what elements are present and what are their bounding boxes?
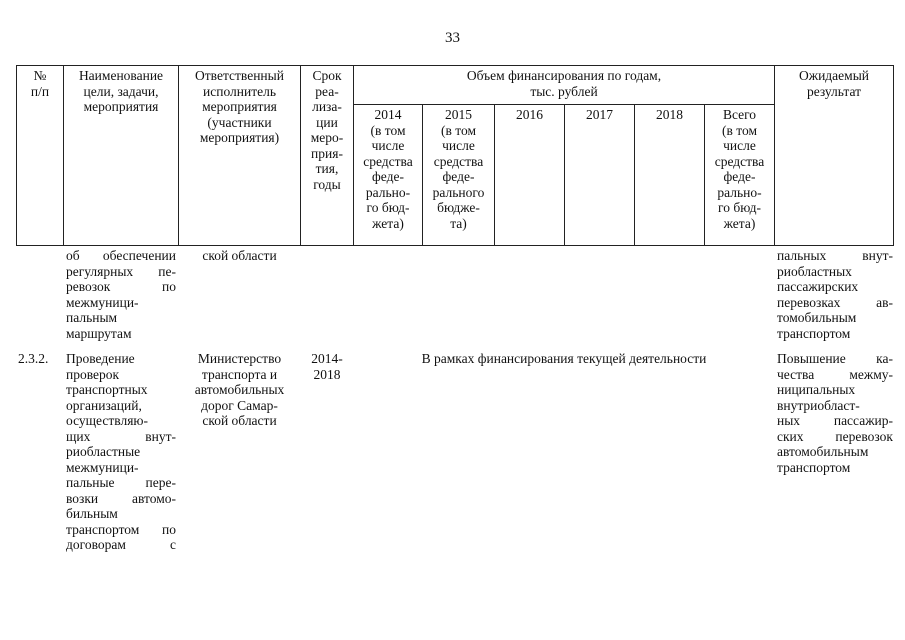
header-funding: Объем финансирования по годам, тыс. рублей (466, 68, 662, 99)
row-term: 2014- 2018 (311, 351, 343, 382)
continuation-executor: ской области (202, 248, 277, 263)
header-total: Всего (в том числе средства феде- рально- го бюд- жета) (714, 107, 765, 231)
page-number: 33 (445, 30, 460, 46)
row-name: Проведение проверок транспортных организаций, осуществляю- щих внут- риобластные межмуници- пальные пере- возки автомо- бильным транспортом по договорам с (66, 351, 176, 552)
header-2018: 2018 (656, 107, 683, 122)
row-executor: Министерство транспорта и автомобильных дорог Самар- ской области (194, 351, 285, 428)
header-executor: Ответственный исполнитель мероприятия (участники мероприятия) (195, 68, 284, 145)
header-2014: 2014 (в том числе средства феде- рально- го бюд- жета) (363, 107, 413, 231)
row-number: 2.3.2. (18, 351, 49, 366)
header-2016: 2016 (516, 107, 543, 122)
continuation-result: пальных внут- риобластных пассажирских перевозках ав- томобильным транспортом (777, 248, 893, 341)
header-2017: 2017 (586, 107, 613, 122)
header-num: № п/п (30, 68, 50, 99)
row-funding: В рамках финансирования текущей деятельности (421, 351, 707, 366)
row-result: Повышение ка- чества межму- ниципальных внутриобласт- ных пассажир- ских перевозок автомобильным транспортом (777, 351, 893, 475)
header-2015: 2015 (в том числе средства феде- рального бюдже- та) (432, 107, 485, 231)
continuation-name: об обеспечении регулярных пе- ревозок по межмуници- пальным маршрутам (66, 248, 176, 341)
header-name: Наименование цели, задачи, мероприятия (78, 68, 164, 114)
header-term: Срок реа- лиза- ции меро- прия- тия, годы (310, 68, 344, 192)
header-result: Ожидаемый результат (799, 68, 869, 99)
